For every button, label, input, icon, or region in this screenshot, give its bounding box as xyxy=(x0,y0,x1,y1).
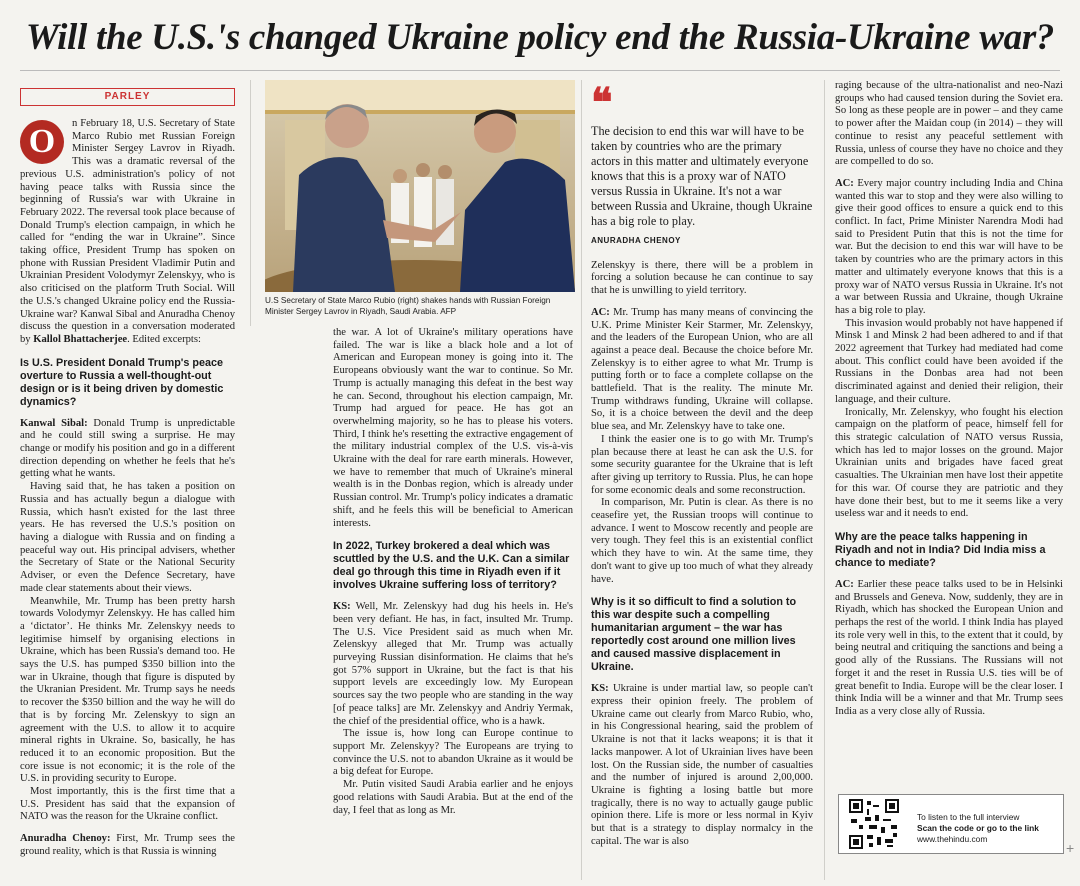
qr-line-2: Scan the code or go to the link xyxy=(917,823,1039,833)
pull-quote-attribution: ANURADHA CHENOY xyxy=(591,236,681,245)
qr-code-icon[interactable] xyxy=(849,799,899,849)
handshake-photo xyxy=(265,80,575,292)
answer-paragraph xyxy=(333,601,573,728)
intro-text: n February 18, U.S. Secretary of State Marco Rubio met Russian Foreign Minister Sergey Lavrov in Riyadh. This was a dramatic reversal of the previous U.S. administration's policy of not having peace talks with Russia since the beginning of Russia's war with Ukraine in February 2022. The reversal took place because of Donald Trump's election campaign, in which he called for “ending the war in Ukraine”. Since taking office, President Trump has spoken on phone with Russian President Vladimir Putin and Ukrainian President Volodymyr Zelenskyy, who is also criticised on the platform Truth Social. Will the U.S.'s changed Ukraine policy end the Russia-Ukraine war? Kanwal Sibal and Anuradha Chenoy discuss the question in a conversation moderated by xyxy=(20,118,235,345)
answer-text: Every major country including India and China wanted this war to stop and they were also willing to give their good offices to ensure a quick end to this conflict. In fact, Prime Minister Narendra Modi had said to President Putin that this is not the time for war. But the decision to end this war will have to be taken by countries who are the primary actors in this matter and ultimately everyone knows that this is a proxy war of NATO versus Russia in Ukraine. It's not a war between Russia and Ukraine, though Ukraine has a big role to play. xyxy=(835,177,1063,316)
crosshair-icon: + xyxy=(1066,840,1075,856)
answer-paragraph: This invasion would probably not have happened if Minsk 1 and Minsk 2 had been adhered to and if that 2022 agreement that Turkey had mediated had come about. This conflict could have been avoided if the Russians in the Donbas area had not been discriminated against and denied their religion, their language, and their culture. xyxy=(835,317,1063,405)
speaker-name: AC: xyxy=(591,306,610,318)
intro-paragraph xyxy=(20,118,235,347)
column-divider xyxy=(824,80,825,880)
answer-paragraph: the war. A lot of Ukraine's military operations have failed. The war is like a black hole and a lot of American and European money is going into it. The Europeans obviously want the war to continue. So Mr. Trump is actually managing this defeat in the best way he can. Second, throughout his election campaign, Mr. Trump had argued for peace. He has got an overwhelming majority, so he has to please his voters. Third, I think he's resetting the extractive engagement of the military industrial complex of the U.S. vis-à-vis Ukraine with the deal for rare earth minerals. However, we have to remember that much of Ukraine's mineral wealth is in the Donbas region, which is already under Russian control. Mr. Trump's policy indicates a dramatic shift, and he feels this will be beneficial to American interests. xyxy=(333,327,573,529)
answer-paragraph: In comparison, Mr. Putin is clear. As there is no ceasefire yet, the Russian troops will continue to advance. I went to Moscow recently and people are very tough. They feel this is an existential conflict which they have to win. At the same time, they don't want to give up too much of what they already have. xyxy=(591,497,813,585)
answer-paragraph: Most importantly, this is the first time that a U.S. President has said that the expansion of NATO was the reason for the Ukraine conflict. xyxy=(20,786,235,823)
qr-promo-box[interactable] xyxy=(838,794,1064,854)
moderator-name: Kallol Bhattacherjee xyxy=(33,333,128,345)
column-divider xyxy=(250,80,251,326)
answer-text: First, Mr. Trump sees the ground reality, which is that Russia is winning xyxy=(20,833,235,857)
speaker-name: Kanwal Sibal: xyxy=(20,417,88,429)
qr-promo-text xyxy=(917,812,1039,845)
question-2: In 2022, Turkey brokered a deal which was scuttled by the U.S. and the U.K. Can a similar deal go through this time in Riyadh even if it involves Ukraine suffering loss of territory? xyxy=(333,540,570,592)
quote-mark-icon: ❝ xyxy=(591,80,613,125)
column-divider xyxy=(581,80,582,880)
pull-quote: The decision to end this war will have to be taken by countries who are the primary actors in this matter and ultimately everyone knows that this is a proxy war of NATO versus Russia in Ukraine. It's not a war between Russia and Ukraine, though Ukraine has a big role to play. xyxy=(591,124,813,228)
question-1: Is U.S. President Donald Trump's peace overture to Russia a well-thought-out design or is it being driven by domestic dynamics? xyxy=(20,356,224,408)
article-column-3 xyxy=(591,80,813,878)
question-4: Why are the peace talks happening in Riyadh and not in India? Did India miss a chance to mediate? xyxy=(835,530,1046,569)
intro-end: . Edited excerpts: xyxy=(127,333,201,345)
answer-paragraph: Having said that, he has taken a position on Russia and has actually begun a dialogue with Russia, which hasn't existed for the last three years. He has reversed the U.S.'s position on having a dialogue with Russia and on finding a peaceful way out. His principal advisers, whether the Secretary of State or the National Security Adviser, or even the Defence Secretary, have made clear statements about their views. xyxy=(20,481,235,594)
answer-paragraph xyxy=(591,683,813,848)
answer-text: Earlier these peace talks used to be in Helsinki and Brussels and Geneva. Now, suddenly, they are in Riyadh, which has shocked the European Union and perhaps the rest of the world. I think India has played its role very well in this, to the extent that it could, by being neutral and critiquing the sanctions and being a good ally of the Russians. The Russians will not forget it and the reset in Russia U.S. ties will be of great benefit to India. Europe will be the clear loser. I think India will be a winner and that Mr. Trump sees India as a very close ally of Russia. xyxy=(835,578,1063,717)
speaker-name: AC: xyxy=(835,578,854,590)
qr-line-1: To listen to the full interview xyxy=(917,812,1020,822)
qr-url-link[interactable]: www.thehindu.com xyxy=(917,834,988,844)
answer-paragraph xyxy=(835,579,1063,719)
news-photo xyxy=(265,80,575,292)
answer-paragraph: Mr. Putin visited Saudi Arabia earlier and he enjoys good relations with Saudi Arabia. But at the end of the day, I feel that as long as Mr. xyxy=(333,779,573,816)
answer-paragraph: Ironically, Mr. Zelenskyy, who fought his election campaign on the platform of peace, himself fell for this strategic calculation of NATO versus Russia, which has led to major losses on the ground. Major Ukrainian units and brigades have faced great casualties. The Ukrainian men have lost their appetite for this war. Of course they are patriotic and they have done their best, but to me it seems like a very useless war and it needs to end. xyxy=(835,406,1063,520)
speaker-name: Anuradha Chenoy: xyxy=(20,833,111,845)
answer-text: Well, Mr. Zelenskyy had dug his heels in. He's been very defiant. He has, in fact, insulted Mr. Trump. The U.S. Vice President said as much when Mr. Zelenskyy alleged that Mr. Trump was actually purveying Russian disinformation. He claims that he's got 57% support in Ukraine, but the fact is that his support levels are exceedingly low. My European sources say the two people who are standing in the way [of peace talks] are Mr. Zelenskyy and Andriy Yermak, the chief of the presidential office, who is a hawk. xyxy=(333,601,573,727)
photo-caption: U.S Secretary of State Marco Rubio (right) shakes hands with Russian Foreign Minister Sergey Lavrov in Riyadh, Saudi Arabia. AFP xyxy=(265,296,551,316)
answer-paragraph: The issue is, how long can Europe continue to support Mr. Zelenskyy? The Europeans are trying to convince the U.S. not to abandon Ukraine as it would be a big defeat for Europe. xyxy=(333,728,573,778)
speaker-name: KS: xyxy=(591,683,609,695)
speaker-name: AC: xyxy=(835,177,854,189)
answer-paragraph: Meanwhile, Mr. Trump has been pretty harsh towards Volodymyr Zelenskyy. He has called him a ‘dictator’. He thinks Mr. Zelenskyy needs to legitimise himself by organising elections in Ukraine, which has been Russia's demand too. He says the U.S. has pumped $350 billion into the war in Ukraine, though that figure is disputed by the Ukranian President. Mr. Trump says he needs to recover the $350 billion and the way he will do that is by forcing Mr. Zelenskyy to sign an agreement with the U.S. to allow it to acquire mineral rights in Ukraine. So, basically, he has reduced it to an economic proposition. But the core issue is not economic; it is the role of the U.S. in providing security to Europe. xyxy=(20,595,235,785)
answer-text: Mr. Trump has many means of convincing the U.K. Prime Minister Keir Starmer, Mr. Zelenskyy, and the leaders of the European Union, who are all against a peace deal. Because the choice before Mr. Zelenskyy is to either agree to what Mr. Trump is putting forth or to face a complete collapse on the battlefield. That is the reality. The minute Mr. Trump withdraws funding, Ukraine will collapse. So, it is a choice between the devil and the deep blue sea, and Mr. Zelenskyy have to take one. xyxy=(591,306,813,433)
answer-paragraph: I think the easier one is to go with Mr. Trump's plan because there at least he can ask the U.S. for some security guarantee for the Ukraine that is left after giving up territory to Russia. Plus, he can hope for some economic deals and some reconstruction. xyxy=(591,433,813,496)
article-column-2 xyxy=(333,327,573,878)
answer-paragraph: raging because of the ultra-nationalist and neo-Nazi groups who had caused tension during the Soviet era. So long as these people are in power – and they came to power after the Maidan coup (in 2014) – they will continue to resist any peaceful settlement with Russia, unless of course they have no choice and they are compelled to do so. xyxy=(835,80,1063,168)
answer-text: Ukraine is under martial law, so people can't express their opinion freely. The problem of Ukraine came out clearly from Marco Rubio, who, in his Congressional hearing, said the problem of Ukraine is not that it lacks weapons; it is that it lacks manpower. A lot of Ukrainian lives have been lost. On the Russian side, the number of casualties and the number of injured is around 2,00,000. Ukraine is fighting a losing battle but more tragically, there is no way to actually gauge public opinion there. Life is more or less normal in Kyiv but that is a strategy to display normalcy in the capital. The war is also xyxy=(591,683,813,847)
answer-paragraph xyxy=(835,178,1063,318)
headline-rule xyxy=(20,70,1060,71)
article-column-4 xyxy=(835,80,1063,788)
drop-cap: O xyxy=(20,120,64,164)
answer-paragraph xyxy=(591,307,813,434)
article-column-1 xyxy=(20,80,235,878)
section-label: PARLEY xyxy=(20,88,235,106)
answer-text: Donald Trump is unpredictable and he could still swing a surprise. He may change or modify his position and go in a different direction depending on whether he feels that he's getting what he wants. xyxy=(20,417,235,480)
question-3: Why is it so difficult to find a solution to this war despite such a compelling humanitarian argument – the war has reportedly cost around one million lives and caused massive displacement in Ukraine. xyxy=(591,596,797,674)
answer-paragraph xyxy=(20,418,235,482)
headline: Will the U.S.'s changed Ukraine policy end the Russia-Ukraine war? xyxy=(25,17,1055,58)
answer-paragraph: Zelenskyy is there, there will be a problem in forcing a solution because he can continue to say that he is unwilling to yield territory. xyxy=(591,259,813,297)
answer-paragraph xyxy=(20,833,235,858)
speaker-name: KS: xyxy=(333,601,351,613)
